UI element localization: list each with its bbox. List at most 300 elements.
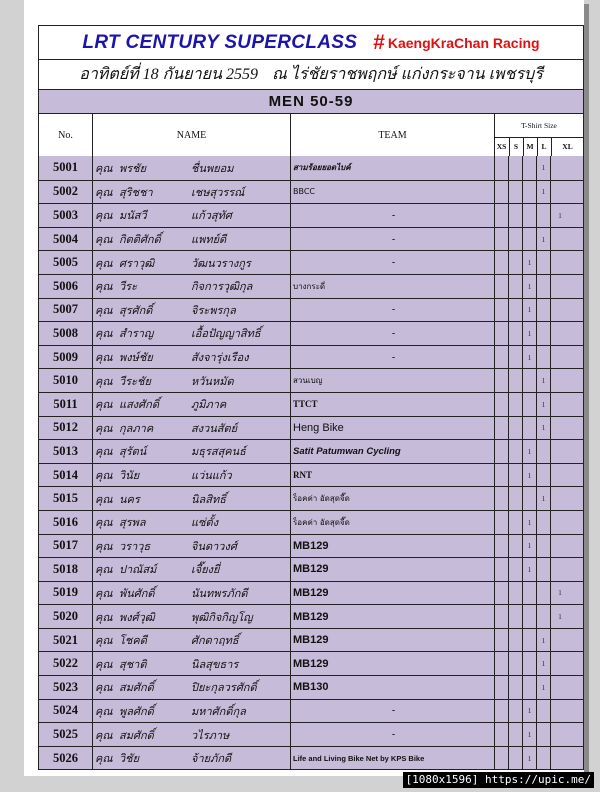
size-cell-xs <box>494 369 508 392</box>
subtitle-row <box>39 59 583 89</box>
size-cell-xl <box>550 393 569 416</box>
bib-number: 5025 <box>53 727 78 742</box>
last-name: วัฒนวรางกูร <box>191 256 251 270</box>
bib-number: 5024 <box>53 703 78 718</box>
size-cell-s <box>508 511 522 534</box>
size-cell-m <box>522 181 536 204</box>
table-row <box>39 416 583 440</box>
size-cell-l <box>536 700 550 723</box>
size-cell-s <box>508 228 522 251</box>
team-name: MB129 <box>290 558 494 581</box>
size-cell-m: 1 <box>522 299 536 322</box>
table-row <box>39 581 583 605</box>
size-cell-xs <box>494 156 508 180</box>
size-cell-m: 1 <box>522 275 536 298</box>
size-cell-s <box>508 487 522 510</box>
header-tshirt <box>494 114 583 156</box>
team-name: สวนเบญ <box>290 369 494 392</box>
header-size-xl: XL <box>551 138 584 156</box>
name-prefix: คุณ <box>95 516 113 530</box>
table-row <box>39 227 583 251</box>
team-name: บางกระดี่ <box>290 275 494 298</box>
table-row <box>39 746 583 770</box>
team-name: ร็อคค่า อัดสุดจี๊ด <box>290 487 494 510</box>
team-name: - <box>290 204 494 227</box>
bib-number: 5004 <box>53 231 78 246</box>
table-row <box>39 392 583 416</box>
participant-name <box>92 535 290 558</box>
name-prefix: คุณ <box>95 421 113 435</box>
watermark-label: [1080x1596] https://upic.me/ <box>403 772 594 788</box>
size-cell-xs <box>494 417 508 440</box>
bib-number: 5010 <box>53 373 78 388</box>
last-name: ภูมิภาค <box>191 398 227 412</box>
size-cell-xs <box>494 535 508 558</box>
participant-name <box>92 204 290 227</box>
bib-number: 5006 <box>53 278 78 293</box>
size-cell-l: 1 <box>536 676 550 699</box>
bib-number: 5016 <box>53 514 78 529</box>
size-cell-xs <box>494 487 508 510</box>
size-cell-xs <box>494 747 508 770</box>
size-cell-xs <box>494 723 508 746</box>
size-cell-xl <box>550 369 569 392</box>
size-cell-s <box>508 629 522 652</box>
first-name: วินัย <box>119 469 140 483</box>
size-cell-l <box>536 558 550 581</box>
event-date: อาทิตย์ที่ 18 กันยายน 2559 <box>79 66 258 83</box>
bib-number: 5009 <box>53 349 78 364</box>
first-name: มนัสวี <box>119 209 147 223</box>
participant-name <box>92 346 290 369</box>
participant-name <box>92 723 290 746</box>
size-cell-xs <box>494 652 508 675</box>
first-name: สุริชชา <box>119 185 153 199</box>
first-name: สุรศักดิ์ <box>119 303 153 317</box>
last-name: ปิยะกุลวรศักดิ์ <box>191 681 257 695</box>
size-cell-s <box>508 204 522 227</box>
name-prefix: คุณ <box>95 586 113 600</box>
size-cell-m: 1 <box>522 440 536 463</box>
hashtag-symbol: # <box>373 30 385 54</box>
size-cell-l: 1 <box>536 652 550 675</box>
first-name: วีระชัย <box>119 374 151 388</box>
participant-name <box>92 322 290 345</box>
table-row <box>39 250 583 274</box>
team-name: สามร้อยยอดไบค์ <box>290 156 494 180</box>
size-cell-xs <box>494 558 508 581</box>
size-cell-m <box>522 369 536 392</box>
team-name: TTCT <box>290 393 494 416</box>
bib-number: 5023 <box>53 679 78 694</box>
team-name: - <box>290 228 494 251</box>
event-title: LRT CENTURY SUPERCLASS <box>82 31 358 53</box>
name-prefix: คุณ <box>95 563 113 577</box>
bib-number: 5003 <box>53 207 78 222</box>
size-cell-m <box>522 417 536 440</box>
participant-rows <box>39 156 583 769</box>
size-cell-l <box>536 464 550 487</box>
table-row <box>39 439 583 463</box>
name-prefix: คุณ <box>95 280 113 294</box>
name-prefix: คุณ <box>95 469 113 483</box>
size-cell-s <box>508 747 522 770</box>
bib-number: 5014 <box>53 467 78 482</box>
first-name: พงษ์ชัย <box>119 351 153 365</box>
bib-number: 5002 <box>53 184 78 199</box>
last-name: วไรภาษ <box>191 728 230 742</box>
size-cell-l <box>536 346 550 369</box>
first-name: พูลศักดิ์ <box>119 704 154 718</box>
table-row <box>39 486 583 510</box>
header-size-m: M <box>523 138 537 156</box>
first-name: วิชัย <box>119 752 140 766</box>
size-cell-s <box>508 369 522 392</box>
size-cell-xs <box>494 629 508 652</box>
size-cell-l: 1 <box>536 228 550 251</box>
size-cell-m <box>522 676 536 699</box>
last-name: ศักดาฤทธิ์ <box>191 634 239 648</box>
size-cell-m: 1 <box>522 723 536 746</box>
participant-name <box>92 700 290 723</box>
first-name: สำราญ <box>119 327 154 341</box>
first-name: วีระ <box>119 280 137 294</box>
size-cell-m <box>522 582 536 605</box>
size-cell-m: 1 <box>522 346 536 369</box>
table-row <box>39 557 583 581</box>
size-cell-l: 1 <box>536 417 550 440</box>
participant-name <box>92 487 290 510</box>
team-name: - <box>290 299 494 322</box>
table-row <box>39 722 583 746</box>
category-label: MEN 50-59 <box>268 93 354 110</box>
first-name: กุลภาค <box>119 421 154 435</box>
team-name: - <box>290 251 494 274</box>
size-cell-m: 1 <box>522 322 536 345</box>
size-cell-l <box>536 535 550 558</box>
bib-number: 5017 <box>53 538 78 553</box>
name-prefix: คุณ <box>95 398 113 412</box>
bib-number: 5018 <box>53 561 78 576</box>
participant-name <box>92 652 290 675</box>
name-prefix: คุณ <box>95 704 113 718</box>
last-name: แพทย์ดี <box>191 233 227 247</box>
last-name: หวันหมัด <box>191 374 234 388</box>
participant-name <box>92 251 290 274</box>
column-header-row <box>39 113 583 156</box>
last-name: นิลสุขธาร <box>191 657 239 671</box>
participant-name <box>92 417 290 440</box>
participant-name <box>92 629 290 652</box>
paper-shadow <box>584 4 589 776</box>
size-cell-s <box>508 558 522 581</box>
team-name: MB129 <box>290 629 494 652</box>
size-cell-xl <box>550 629 569 652</box>
size-cell-xs <box>494 299 508 322</box>
header-name: NAME <box>92 114 290 156</box>
size-cell-m: 1 <box>522 535 536 558</box>
first-name: นคร <box>119 492 140 506</box>
table-row <box>39 510 583 534</box>
size-cell-l <box>536 511 550 534</box>
size-cell-l <box>536 204 550 227</box>
last-name: มหาศักดิ์กุล <box>191 704 246 718</box>
last-name: จิระพรกุล <box>191 303 236 317</box>
table-row <box>39 463 583 487</box>
participant-name <box>92 747 290 770</box>
name-prefix: คุณ <box>95 351 113 365</box>
name-prefix: คุณ <box>95 374 113 388</box>
participant-name <box>92 440 290 463</box>
table-row <box>39 368 583 392</box>
name-prefix: คุณ <box>95 185 113 199</box>
size-cell-l <box>536 723 550 746</box>
team-name: Heng Bike <box>290 417 494 440</box>
header-size-s: S <box>509 138 523 156</box>
team-name: MB129 <box>290 605 494 628</box>
bib-number: 5015 <box>53 491 78 506</box>
bib-number: 5007 <box>53 302 78 317</box>
header-tshirt-title: T-Shirt Size <box>521 120 557 130</box>
size-cell-xl <box>550 747 569 770</box>
size-cell-l <box>536 251 550 274</box>
size-cell-l <box>536 747 550 770</box>
size-cell-xl <box>550 652 569 675</box>
name-prefix: คุณ <box>95 752 113 766</box>
last-name: กิจการวุฒิกุล <box>191 280 253 294</box>
size-cell-xl <box>550 181 569 204</box>
size-cell-l <box>536 605 550 628</box>
bib-number: 5021 <box>53 632 78 647</box>
participant-name <box>92 156 290 180</box>
size-cell-xs <box>494 511 508 534</box>
size-cell-m: 1 <box>522 558 536 581</box>
last-name: มธุรสสุคนธ์ <box>191 445 246 459</box>
table-row <box>39 651 583 675</box>
header-team: TEAM <box>290 114 494 156</box>
table-row <box>39 156 583 180</box>
table-row <box>39 298 583 322</box>
size-cell-s <box>508 700 522 723</box>
size-cell-m <box>522 652 536 675</box>
name-prefix: คุณ <box>95 233 113 247</box>
size-cell-m: 1 <box>522 700 536 723</box>
size-cell-s <box>508 275 522 298</box>
team-name: - <box>290 346 494 369</box>
first-name: ปาณัสม์ <box>119 563 157 577</box>
name-prefix: คุณ <box>95 657 113 671</box>
last-name: จินดาวงศ์ <box>191 539 237 553</box>
participant-name <box>92 676 290 699</box>
name-prefix: คุณ <box>95 256 113 270</box>
size-cell-s <box>508 723 522 746</box>
first-name: วราวุธ <box>119 539 151 553</box>
team-name: MB129 <box>290 535 494 558</box>
name-prefix: คุณ <box>95 681 113 695</box>
size-cell-xl <box>550 535 569 558</box>
size-cell-m: 1 <box>522 511 536 534</box>
size-cell-l <box>536 322 550 345</box>
team-name: Satit Patumwan Cycling <box>290 440 494 463</box>
name-prefix: คุณ <box>95 327 113 341</box>
team-name: MB130 <box>290 676 494 699</box>
size-cell-xl <box>550 440 569 463</box>
size-cell-s <box>508 156 522 180</box>
bib-number: 5005 <box>53 255 78 270</box>
last-name: เชษสุวรรณ์ <box>191 185 245 199</box>
bib-number: 5001 <box>53 160 78 175</box>
size-cell-m: 1 <box>522 464 536 487</box>
first-name: แสงศักดิ์ <box>119 398 159 412</box>
bib-number: 5026 <box>53 750 78 765</box>
team-name: - <box>290 723 494 746</box>
participant-name <box>92 369 290 392</box>
size-cell-m <box>522 605 536 628</box>
bib-number: 5008 <box>53 325 78 340</box>
last-name: สงวนสัตย์ <box>191 421 238 435</box>
last-name: พุฒิกิจกิญโญ <box>191 610 253 624</box>
size-cell-xs <box>494 346 508 369</box>
first-name: กิตติศักดิ์ <box>119 233 161 247</box>
bib-number: 5019 <box>53 585 78 600</box>
size-cell-xl <box>550 251 569 274</box>
name-prefix: คุณ <box>95 209 113 223</box>
first-name: โชคดี <box>119 634 147 648</box>
table-row <box>39 274 583 298</box>
team-name: RNT <box>290 464 494 487</box>
table-row <box>39 345 583 369</box>
size-cell-xs <box>494 228 508 251</box>
name-prefix: คุณ <box>95 539 113 553</box>
last-name: เจี๊ยงยี่ <box>191 563 220 577</box>
size-cell-s <box>508 676 522 699</box>
size-cell-l: 1 <box>536 629 550 652</box>
participant-name <box>92 511 290 534</box>
participant-name <box>92 464 290 487</box>
participant-name <box>92 299 290 322</box>
size-cell-s <box>508 440 522 463</box>
size-cell-l <box>536 582 550 605</box>
size-cell-xl <box>550 487 569 510</box>
team-name: - <box>290 700 494 723</box>
table-row <box>39 675 583 699</box>
size-cell-s <box>508 605 522 628</box>
size-cell-m <box>522 629 536 652</box>
size-cell-xs <box>494 393 508 416</box>
name-prefix: คุณ <box>95 610 113 624</box>
bib-number: 5020 <box>53 609 78 624</box>
size-cell-xl <box>550 511 569 534</box>
team-name: ร็อคค่า อัดสุดจี๊ด <box>290 511 494 534</box>
size-cell-l <box>536 275 550 298</box>
participant-name <box>92 582 290 605</box>
header-size-l: L <box>537 138 551 156</box>
last-name: แว่นแก้ว <box>191 469 232 483</box>
last-name: จ้ายภักดี <box>191 752 232 766</box>
table-row <box>39 534 583 558</box>
size-cell-s <box>508 582 522 605</box>
size-cell-l: 1 <box>536 487 550 510</box>
size-cell-xl: 1 <box>550 582 569 605</box>
name-prefix: คุณ <box>95 303 113 317</box>
size-cell-xl <box>550 156 569 180</box>
size-cell-m <box>522 228 536 251</box>
name-prefix: คุณ <box>95 161 113 175</box>
last-name: ชื่นพยอม <box>191 161 234 175</box>
size-cell-xs <box>494 700 508 723</box>
size-cell-l <box>536 299 550 322</box>
last-name: นันทพรภักดี <box>191 586 248 600</box>
participant-name <box>92 393 290 416</box>
size-cell-xs <box>494 181 508 204</box>
size-cell-xl <box>550 275 569 298</box>
last-name: แซ่ตั้ง <box>191 516 219 530</box>
size-cell-xl: 1 <box>550 204 569 227</box>
size-cell-xl <box>550 299 569 322</box>
table-row <box>39 628 583 652</box>
size-cell-s <box>508 652 522 675</box>
size-cell-s <box>508 535 522 558</box>
size-cell-m <box>522 204 536 227</box>
size-cell-xl <box>550 322 569 345</box>
table-row <box>39 604 583 628</box>
participant-name <box>92 605 290 628</box>
size-cell-s <box>508 322 522 345</box>
size-cell-xs <box>494 440 508 463</box>
size-cell-xl <box>550 464 569 487</box>
size-cell-xl: 1 <box>550 605 569 628</box>
participant-name <box>92 228 290 251</box>
size-cell-l: 1 <box>536 181 550 204</box>
size-cell-xs <box>494 676 508 699</box>
team-name: MB129 <box>290 652 494 675</box>
size-cell-xl <box>550 558 569 581</box>
size-cell-s <box>508 417 522 440</box>
first-name: ศราวุฒิ <box>119 256 155 270</box>
size-cell-xl <box>550 723 569 746</box>
size-cell-s <box>508 393 522 416</box>
first-name: พงศ์วุฒิ <box>119 610 155 624</box>
first-name: สมศักดิ์ <box>119 728 154 742</box>
name-prefix: คุณ <box>95 728 113 742</box>
name-prefix: คุณ <box>95 634 113 648</box>
team-name: - <box>290 322 494 345</box>
participant-name <box>92 181 290 204</box>
first-name: พันศักดิ์ <box>119 586 155 600</box>
first-name: พรชัย <box>119 161 147 175</box>
name-prefix: คุณ <box>95 445 113 459</box>
table-row <box>39 321 583 345</box>
last-name: เอื้อปัญญาสิทธิ์ <box>191 327 261 341</box>
racing-tag: KaengKraChan Racing <box>387 34 540 51</box>
size-cell-s <box>508 181 522 204</box>
last-name: แก้วสุทัศ <box>191 209 232 223</box>
bib-number: 5022 <box>53 656 78 671</box>
first-name: สุรัตน์ <box>119 445 147 459</box>
size-cell-xl <box>550 700 569 723</box>
bib-number: 5013 <box>53 443 78 458</box>
header-size-labels <box>495 137 584 156</box>
size-cell-m: 1 <box>522 251 536 274</box>
size-cell-xl <box>550 417 569 440</box>
size-cell-l: 1 <box>536 156 550 180</box>
size-cell-s <box>508 464 522 487</box>
participant-name <box>92 275 290 298</box>
size-cell-xl <box>550 346 569 369</box>
size-cell-m <box>522 393 536 416</box>
first-name: สมศักดิ์ <box>119 681 154 695</box>
header-no: No. <box>58 129 73 141</box>
